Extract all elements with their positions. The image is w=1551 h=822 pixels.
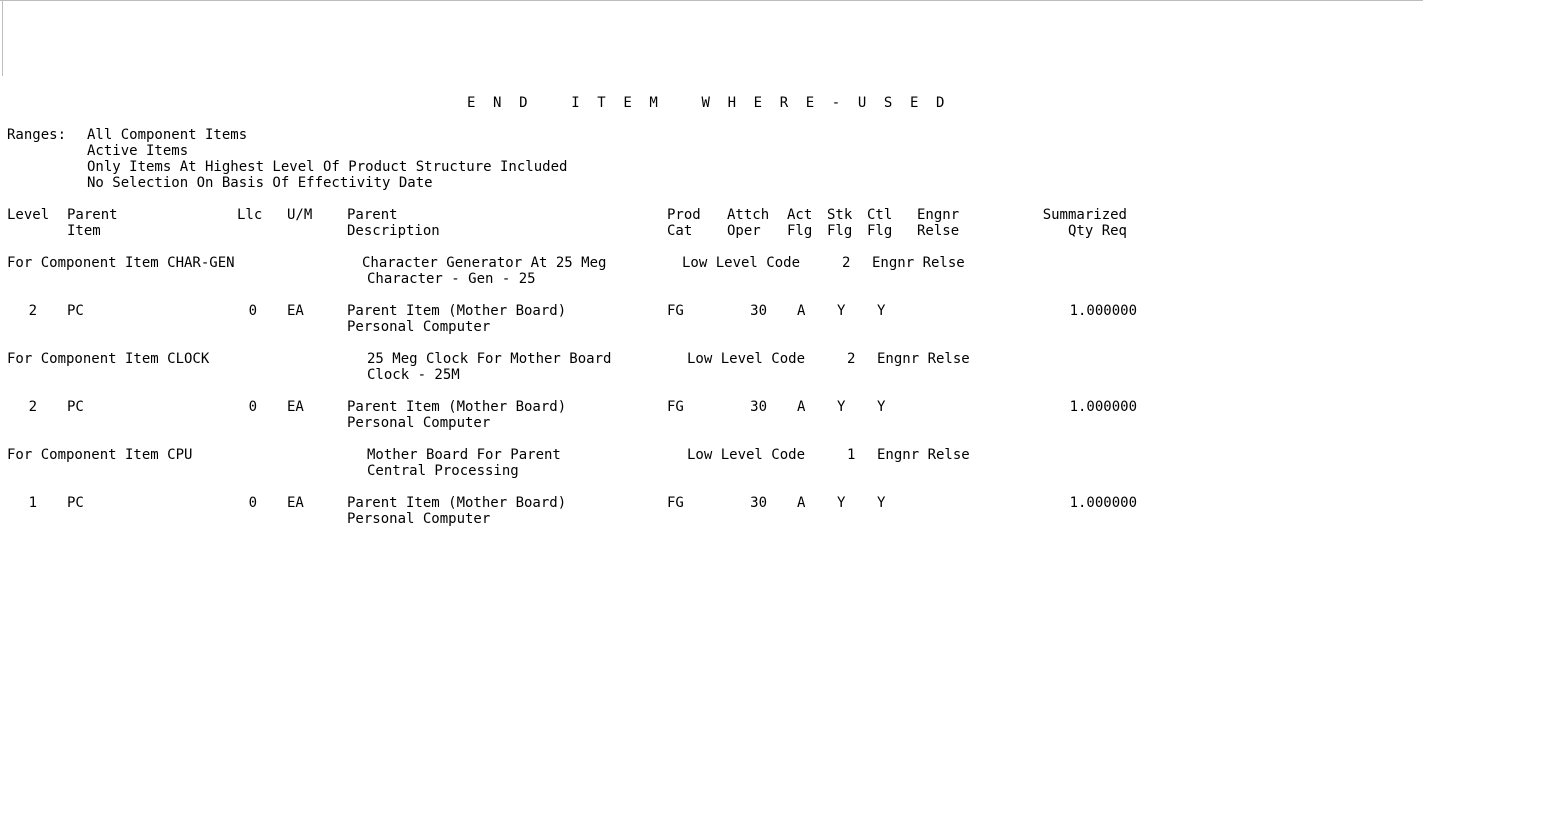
row-ctl-flg: Y [877,303,886,319]
header-level: Level [7,207,50,223]
header-summarized-qty: Summarized [1042,207,1127,223]
row-description: Parent Item (Mother Board) [347,303,567,319]
header-parent-item: Parent [67,207,118,223]
report-title: E N D I T E M W H E R E - U S E D [467,95,950,111]
row-parent-item: PC [67,303,84,319]
low-level-code-label: Low Level Code [682,255,801,271]
row-level: 1 [28,495,37,511]
frame-left-border [2,0,3,76]
component-item-label: For Component Item CHAR-GEN [7,255,235,271]
range-line: Only Items At Highest Level Of Product Structure Included [87,159,568,175]
component-description: Central Processing [367,463,519,479]
engnr-relse-label: Engnr Relse [872,255,965,271]
component-item-label: For Component Item CLOCK [7,351,210,367]
low-level-code: 1 [847,447,856,463]
header-engnr-relse: Engnr [917,207,960,223]
low-level-code-label: Low Level Code [687,447,806,463]
row-um: EA [287,303,304,319]
header-parent-description: Description [347,223,440,239]
component-description: Character Generator At 25 Meg [362,255,607,271]
row-description: Parent Item (Mother Board) [347,399,567,415]
component-description: Character - Gen - 25 [367,271,536,287]
component-description: Clock - 25M [367,367,460,383]
row-llc: 0 [248,495,257,511]
header-um: U/M [287,207,313,223]
low-level-code: 2 [847,351,856,367]
header-parent-description: Parent [347,207,398,223]
header-summarized-qty: Qty Req [1067,223,1127,239]
component-description: 25 Meg Clock For Mother Board [367,351,612,367]
engnr-relse-label: Engnr Relse [877,447,970,463]
header-llc: Llc [237,207,263,223]
row-attch-oper: 30 [750,303,767,319]
header-prod-cat: Prod [667,207,701,223]
header-ctl-flg: Flg [867,223,893,239]
row-um: EA [287,399,304,415]
low-level-code-label: Low Level Code [687,351,806,367]
row-act-flg: A [797,495,806,511]
row-attch-oper: 30 [750,399,767,415]
header-ctl-flg: Ctl [867,207,893,223]
header-prod-cat: Cat [667,223,693,239]
row-description: Personal Computer [347,511,491,527]
row-ctl-flg: Y [877,495,886,511]
component-item-label: For Component Item CPU [7,447,193,463]
row-attch-oper: 30 [750,495,767,511]
row-qty-req: 1.000000 [1069,495,1137,511]
row-stk-flg: Y [837,399,846,415]
row-prod-cat: FG [667,495,684,511]
component-description: Mother Board For Parent [367,447,561,463]
ranges-label: Ranges: [7,127,67,143]
frame-top-border [0,0,1423,1]
row-qty-req: 1.000000 [1069,399,1137,415]
range-line: All Component Items [87,127,248,143]
row-stk-flg: Y [837,303,846,319]
row-description: Personal Computer [347,415,491,431]
header-stk-flg: Flg [827,223,853,239]
header-attch-oper: Attch [727,207,770,223]
row-prod-cat: FG [667,399,684,415]
header-act-flg: Flg [787,223,813,239]
row-description: Personal Computer [347,319,491,335]
engnr-relse-label: Engnr Relse [877,351,970,367]
row-stk-flg: Y [837,495,846,511]
row-llc: 0 [248,303,257,319]
row-parent-item: PC [67,399,84,415]
header-attch-oper: Oper [727,223,761,239]
row-act-flg: A [797,303,806,319]
row-description: Parent Item (Mother Board) [347,495,567,511]
range-line: No Selection On Basis Of Effectivity Date [87,175,433,191]
header-engnr-relse: Relse [917,223,960,239]
range-line: Active Items [87,143,189,159]
header-stk-flg: Stk [827,207,853,223]
row-ctl-flg: Y [877,399,886,415]
row-prod-cat: FG [667,303,684,319]
row-level: 2 [28,399,37,415]
header-act-flg: Act [787,207,813,223]
row-um: EA [287,495,304,511]
row-qty-req: 1.000000 [1069,303,1137,319]
header-parent-item: Item [67,223,101,239]
row-llc: 0 [248,399,257,415]
row-parent-item: PC [67,495,84,511]
low-level-code: 2 [842,255,851,271]
row-level: 2 [28,303,37,319]
row-act-flg: A [797,399,806,415]
